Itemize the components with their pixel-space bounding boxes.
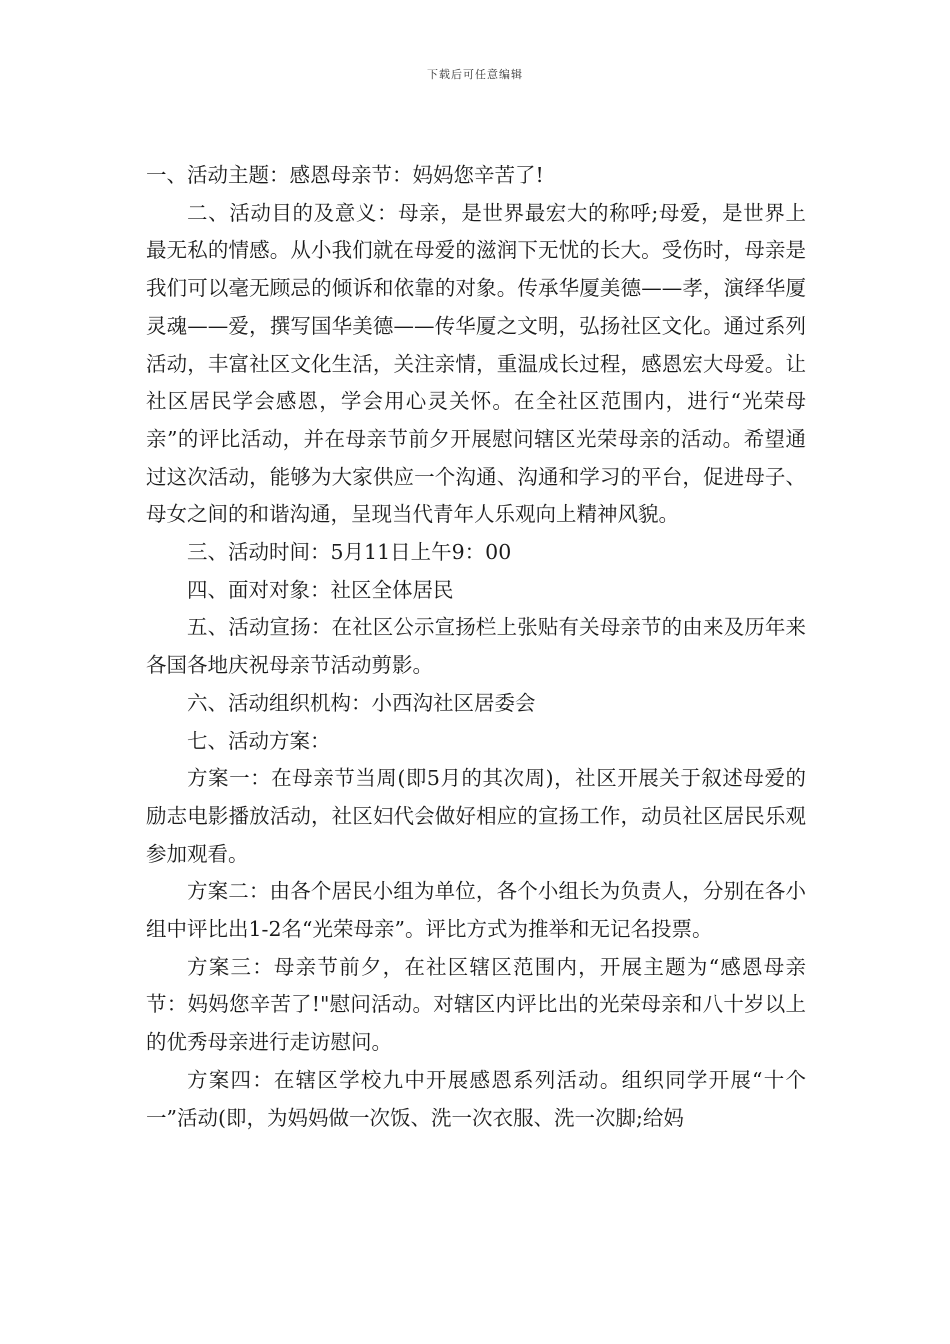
document-body bbox=[146, 157, 806, 1137]
paragraph-plan-two: 方案二：由各个居民小组为单位，各个小组长为负责人，分别在各小组中评比出1-2名“光荣母亲”。评比方式为推举和无记名投票。 bbox=[146, 879, 806, 942]
paragraph-plan-one: 方案一：在母亲节当周(即5月的其次周)，社区开展关于叙述母爱的励志电影播放活动，社区妇代会做好相应的宣扬工作，动员社区居民乐观参加观看。 bbox=[146, 766, 806, 866]
paragraph-audience: 四、面对对象：社区全体居民 bbox=[187, 577, 454, 602]
paragraph-publicity: 五、活动宣扬：在社区公示宣扬栏上张贴有关母亲节的由来及历年来各国各地庆祝母亲节活动剪影。 bbox=[146, 615, 806, 678]
paragraph-time: 三、活动时间：5月11日上午9：00 bbox=[187, 540, 512, 565]
paragraph-plan-four: 方案四：在辖区学校九中开展感恩系列活动。组织同学开展“十个一”活动(即，为妈妈做一次饭、洗一次衣服、洗一次脚;给妈 bbox=[146, 1067, 806, 1130]
paragraph-plan-heading: 七、活动方案： bbox=[187, 728, 331, 753]
paragraph-purpose: 二、活动目的及意义：母亲，是世界最宏大的称呼;母爱，是世界上最无私的情感。从小我们就在母爱的滋润下无忧的长大。受伤时，母亲是我们可以毫无顾忌的倾诉和依靠的对象。传承华厦美德——孝，演绎华厦灵魂——爱，撰写国华美德——传华厦之文明，弘扬社区文化。通过系列活动，丰富社区文化生活，关注亲情，重温成长过程，感恩宏大母爱。让社区居民学会感恩，学会用心灵关怀。在全社区范围内，进行“光荣母亲”的评比活动，并在母亲节前夕开展慰问辖区光荣母亲的活动。希望通过这次活动，能够为大家供应一个沟通、沟通和学习的平台，促进母子、母女之间的和谐沟通，呈现当代青年人乐观向上精神风貌。 bbox=[146, 200, 806, 527]
paragraph-theme: 一、活动主题：感恩母亲节：妈妈您辛苦了! bbox=[146, 163, 544, 187]
paragraph-plan-three: 方案三：母亲节前夕，在社区辖区范围内，开展主题为“感恩母亲节：妈妈您辛苦了!"慰问活动。对辖区内评比出的光荣母亲和八十岁以上的优秀母亲进行走访慰问。 bbox=[146, 954, 806, 1055]
page-header: 下载后可任意编辑 bbox=[427, 68, 523, 81]
paragraph-organizer: 六、活动组织机构：小西沟社区居委会 bbox=[187, 690, 536, 715]
